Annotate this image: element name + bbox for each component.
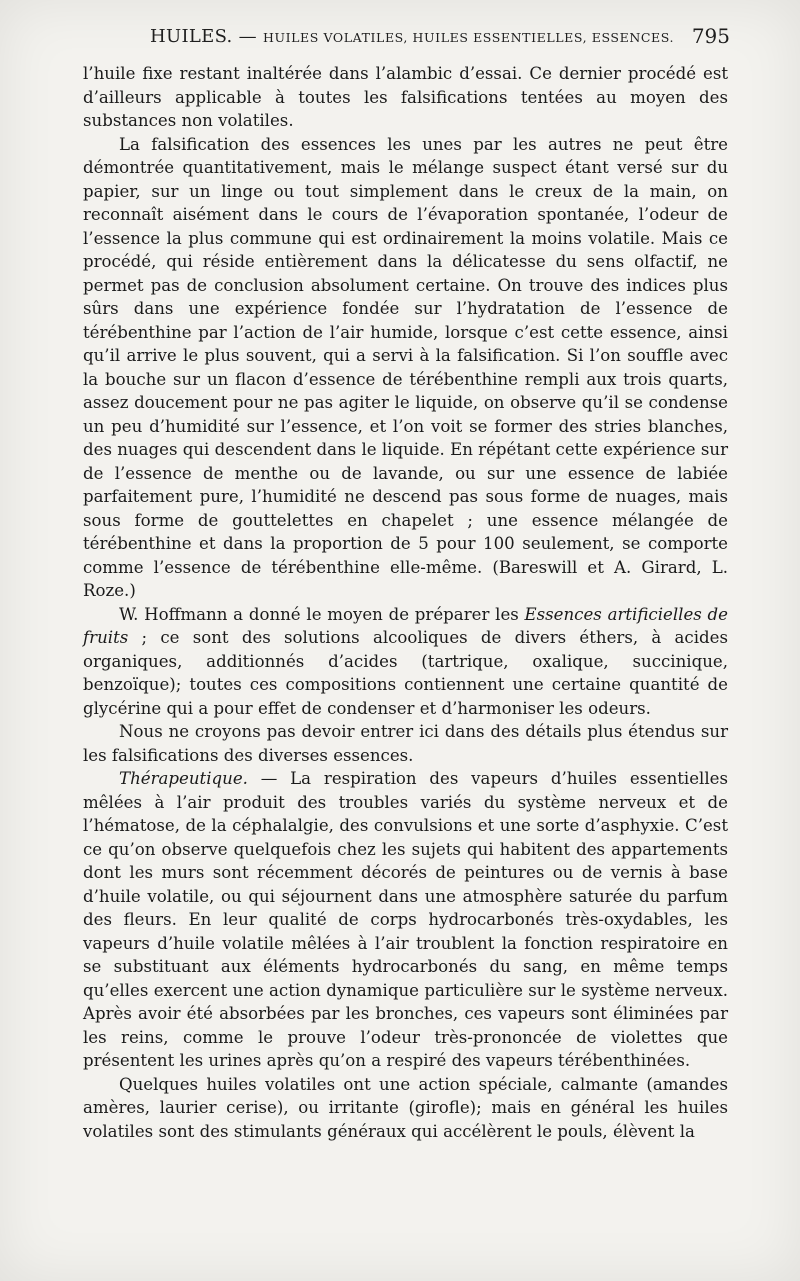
- paragraph-5-rest: — La respiration des vapeurs d’huiles essentielles mêlées à l’air produit des troubles variés du système nerveux et de l’hématose, de la céphalalgie, des convulsions et une sorte d’asphyxie. C’est ce qu’on observe quelquefois chez les sujets qui habitent des appartements dont les murs sont récemment décorés de peintures ou de vernis à base d’huile volatile, ou qui séjournent dans une atmosphère saturée du parfum des fleurs. En leur qualité de corps hydrocarbonés très-oxydables, les vapeurs d’huile volatile mêlées à l’air troublent la fonction respiratoire en se substituant aux éléments hydrocarbonés du sang, en même temps qu’elles exercent une action dynamique particulière sur le système nerveux. Après avoir été absorbées par les bronches, ces vapeurs sont éliminées par les reins, comme le prouve l’odeur très-prononcée de violettes que présentent les urines après qu’on a respiré des vapeurs térébenthinées.: [83, 769, 728, 1070]
- paragraph-6: Quelques huiles volatiles ont une action spéciale, calmante (amandes amères, laurier cerise), ou irritante (girofle); mais en général les huiles volatiles sont des stimulants généraux qui accélèrent le pouls, élèvent la: [83, 1074, 728, 1141]
- running-head-sub: HUILES VOLATILES, HUILES ESSENTIELLES, ESSENCES.: [262, 30, 675, 45]
- paragraph-3-italic: Essences artificielles de fruits: [83, 604, 728, 647]
- paragraph-4: Nous ne croyons pas devoir entrer ici dans des détails plus étendus sur les falsifications des diverses essences.: [83, 722, 728, 765]
- paragraph-5: [83, 767, 728, 1073]
- section-heading-therapeutique: Thérapeutique.: [119, 769, 248, 788]
- running-head-dash: —: [232, 26, 263, 47]
- page-header: [150, 26, 730, 56]
- running-head: [150, 26, 674, 47]
- paragraph-2: La falsification des essences les unes par les autres ne peut être démontrée quantitativement, mais le mélange suspect étant versé sur du papier, sur un linge ou tout simplement dans le creux de la main, on reconnaît aisément dans le cours de l’évaporation spontanée, l’odeur de l’essence la plus commune qui est ordinairement la moins volatile. Mais ce procédé, qui réside entièrement dans la délicatesse du sens olfactif, ne permet pas de conclusion absolument certaine. On trouve des indices plus sûrs dans une expérience fondée sur l’hydratation de l’essence de térébenthine par l’action de l’air humide, lorsque c’est cette essence, ainsi qu’il arrive le plus souvent, qui a servi à la falsification. Si l’on souffle avec la bouche sur un flacon d’essence de térébenthine rempli aux trois quarts, assez doucement pour ne pas agiter le liquide, on observe qu’il se condense un peu d’humidité sur l’essence, et l’on voit se former des stries blanches, des nuages qui descendent dans le liquide. En répétant cette expérience sur de l’essence de menthe ou de lavande, ou sur une essence de labiée parfaitement pure, l’humidité ne descend pas sous forme de nuages, mais sous forme de gouttelettes en chapelet ; une essence mélangée de térébenthine et dans la proportion de 5 pour 100 seulement, se comporte comme l’essence de térébenthine elle-même. (Bareswill et A. Girard, L. Roze.): [83, 134, 728, 600]
- paragraph-3: [83, 603, 728, 721]
- paragraph-3-start: W. Hoffmann a donné le moyen de préparer les: [119, 604, 525, 624]
- page-number: 795: [691, 24, 730, 48]
- paragraph-1: l’huile fixe restant inaltérée dans l’alambic d’essai. Ce dernier procédé est d’ailleurs applicable à toutes les falsifications tentées au moyen des substances non volatiles.: [83, 64, 728, 130]
- paragraph-3-end: ; ce sont des solutions alcooliques de divers éthers, à acides organiques, additionnés d’acides (tartrique, oxalique, succinique, benzoïque); toutes ces compositions contiennent une certaine quantité de glycérine qui a pour effet de condenser et d’harmoniser les odeurs.: [83, 628, 728, 718]
- running-head-main: HUILES.: [150, 26, 233, 47]
- body-text: [83, 62, 728, 1143]
